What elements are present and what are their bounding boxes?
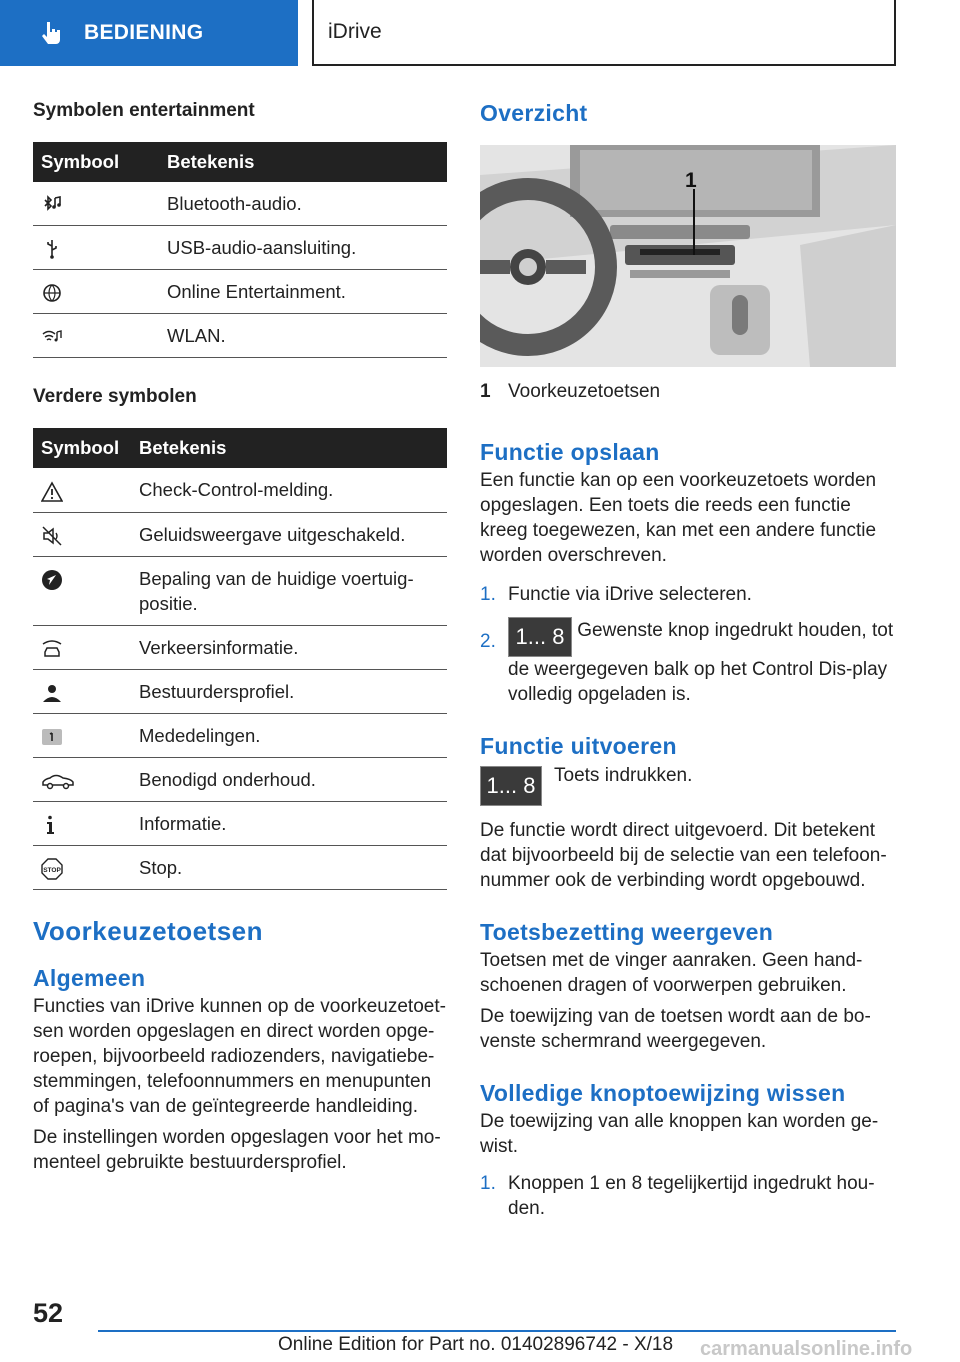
store-paragraph: Een functie kan op een voorkeuzetoets worden opgeslagen. Een toets die reeds een functie kreeg toegewezen, kan met een andere functie worden overschreven. bbox=[480, 470, 877, 566]
col-symbol: Symbool bbox=[33, 428, 131, 468]
stop-icon bbox=[41, 858, 63, 880]
row-text: WLAN. bbox=[159, 314, 447, 358]
table-row bbox=[33, 270, 447, 314]
row-text: Bestuurdersprofiel. bbox=[131, 669, 447, 713]
table-row bbox=[33, 846, 447, 890]
general-paragraph-2: De instellingen worden opgeslagen voor het mo-menteel gebruikte bestuurdersprofiel. bbox=[33, 1127, 441, 1174]
table-row bbox=[33, 556, 447, 625]
execute-heading: Functie uitvoeren bbox=[480, 733, 677, 759]
watermark: carmanualsonline.info bbox=[700, 1338, 913, 1360]
info-icon bbox=[41, 814, 63, 836]
store-step-2 bbox=[480, 617, 896, 707]
table-row bbox=[33, 713, 447, 757]
table-row bbox=[33, 625, 447, 669]
row-text: Verkeersinformatie. bbox=[131, 625, 447, 669]
overview-heading: Overzicht bbox=[480, 100, 588, 126]
hand-pointer-icon bbox=[38, 20, 64, 46]
svg-text:STOP: STOP bbox=[43, 867, 61, 875]
wlan-icon bbox=[41, 326, 63, 348]
row-text: Bepaling van de huidige voertuig-positie. bbox=[131, 556, 447, 625]
general-paragraph-1: Functies van iDrive kunnen op de voorkeuzetoet-sen worden opgeslagen en direct worden opge-roepen, bijvoorbeeld radiozenders, navigatiebe-stemmingen, telefoonnummers en menupunten of pagina's van de geïntegreerde handleiding. bbox=[33, 996, 446, 1118]
step-text: Functie via iDrive selecteren. bbox=[508, 584, 752, 605]
footer-edition: Online Edition for Part no. 01402896742 - X/18 bbox=[278, 1334, 674, 1355]
left-column bbox=[33, 100, 447, 1175]
section-title: BEDIENING bbox=[84, 21, 204, 44]
table-row bbox=[33, 512, 447, 556]
step-text: Knoppen 1 en 8 tegelijkertijd ingedrukt hou-den. bbox=[508, 1173, 875, 1219]
car-service-icon bbox=[41, 770, 75, 792]
table-header bbox=[33, 142, 447, 182]
bluetooth-audio-icon bbox=[41, 194, 63, 216]
caption-text: Voorkeuzetoetsen bbox=[508, 381, 661, 402]
callout-number: 1 bbox=[685, 169, 697, 192]
show-paragraph-2: De toewijzing van de toetsen wordt aan de bo-venste schermrand weergegeven. bbox=[480, 1006, 871, 1052]
caption bbox=[480, 381, 896, 403]
step-text: Gewenste knop ingedrukt houden, tot de weergegeven balk op het Control Dis-play volledig opgeladen is. bbox=[508, 620, 894, 705]
row-text: Benodigd onderhoud. bbox=[131, 757, 447, 801]
footer-divider bbox=[98, 1330, 896, 1332]
message-icon bbox=[41, 726, 63, 748]
section-tab bbox=[0, 0, 298, 66]
traffic-info-icon bbox=[41, 638, 63, 660]
col-symbol: Symbool bbox=[33, 142, 159, 182]
dashboard-illustration bbox=[480, 145, 896, 367]
table-header bbox=[33, 428, 447, 468]
table-row bbox=[33, 802, 447, 846]
execute-instruction bbox=[480, 766, 896, 806]
col-meaning: Betekenis bbox=[131, 428, 447, 468]
online-entertainment-icon bbox=[41, 282, 63, 304]
usb-icon bbox=[41, 238, 63, 260]
step-number: 2. bbox=[480, 631, 496, 652]
table-row bbox=[33, 757, 447, 801]
mute-speaker-icon bbox=[41, 525, 63, 547]
execute-paragraph: De functie wordt direct uitgevoerd. Dit betekent dat bijvoorbeeld bij de selectie van een telefoon-nummer ook de verbinding wordt opgebouwd. bbox=[480, 820, 887, 891]
table-row bbox=[33, 314, 447, 358]
row-text: Geluidsweergave uitgeschakeld. bbox=[131, 512, 447, 556]
table-row bbox=[33, 468, 447, 512]
store-heading: Functie opslaan bbox=[480, 439, 660, 465]
col-meaning: Betekenis bbox=[159, 142, 447, 182]
section-heading: Voorkeuzetoetsen bbox=[33, 916, 264, 947]
clear-paragraph: De toewijzing van alle knoppen kan worden ge-wist. bbox=[480, 1111, 879, 1157]
show-paragraph-1: Toetsen met de vinger aanraken. Geen hand-schoenen dragen of voorwerpen gebruiken. bbox=[480, 950, 863, 996]
entertainment-symbols-table bbox=[33, 142, 447, 358]
show-heading: Toetsbezetting weergeven bbox=[480, 919, 774, 945]
table-row bbox=[33, 669, 447, 713]
row-text: Stop. bbox=[131, 846, 447, 890]
row-text: USB-audio-aansluiting. bbox=[159, 226, 447, 270]
row-text: Informatie. bbox=[131, 802, 447, 846]
clear-step-1 bbox=[480, 1171, 896, 1221]
caption-number: 1 bbox=[480, 381, 491, 402]
row-text: Check-Control-melding. bbox=[131, 468, 447, 512]
step-number: 1. bbox=[480, 584, 496, 605]
table2-title: Verdere symbolen bbox=[33, 386, 197, 408]
preset-button-image: 1... 8 bbox=[480, 766, 542, 806]
page-number: 52 bbox=[33, 1298, 64, 1328]
row-text: Mededelingen. bbox=[131, 713, 447, 757]
clear-heading: Volledige knoptoewijzing wissen bbox=[480, 1080, 846, 1106]
store-step-1 bbox=[480, 582, 896, 607]
chapter-box bbox=[312, 0, 896, 66]
row-text: Bluetooth-audio. bbox=[159, 182, 447, 226]
step-number: 1. bbox=[480, 1173, 496, 1194]
row-text: Online Entertainment. bbox=[159, 270, 447, 314]
driver-profile-icon bbox=[41, 682, 63, 704]
table-row bbox=[33, 226, 447, 270]
table-row bbox=[33, 182, 447, 226]
preset-button-image: 1... 8 bbox=[508, 617, 572, 657]
chapter-title: iDrive bbox=[328, 20, 382, 43]
execute-text: Toets indrukken. bbox=[554, 765, 693, 786]
table1-title: Symbolen entertainment bbox=[33, 100, 255, 121]
right-column bbox=[480, 100, 896, 1221]
other-symbols-table bbox=[33, 428, 447, 890]
warning-triangle-icon bbox=[41, 481, 63, 503]
location-icon bbox=[41, 569, 63, 591]
general-heading: Algemeen bbox=[33, 965, 146, 992]
